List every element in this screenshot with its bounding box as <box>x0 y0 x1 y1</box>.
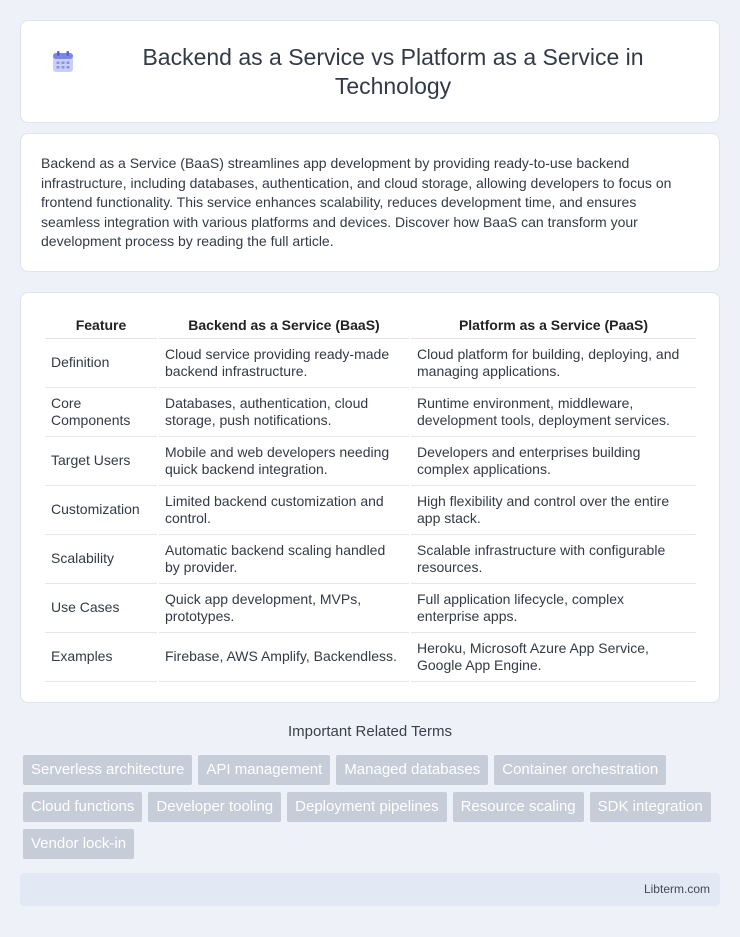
table-row <box>45 388 696 437</box>
row-paas: Developers and enterprises building complex applications. <box>411 437 696 486</box>
calendar-icon <box>50 49 76 75</box>
row-paas: Full application lifecycle, complex enterprise apps. <box>411 584 696 633</box>
row-feature: Definition <box>45 339 157 388</box>
table-row <box>45 535 696 584</box>
tag-sdk-integration[interactable]: SDK integration <box>590 792 711 822</box>
related-terms-title: Important Related Terms <box>288 723 452 740</box>
tag-resource-scaling[interactable]: Resource scaling <box>453 792 584 822</box>
table-row <box>45 339 696 388</box>
row-paas: Runtime environment, middleware, development tools, deployment services. <box>411 388 696 437</box>
row-feature: Target Users <box>45 437 157 486</box>
page-title: Backend as a Service vs Platform as a Service in Technology <box>142 43 644 99</box>
row-feature: Customization <box>45 486 157 535</box>
footer-link[interactable]: Libterm.com <box>643 882 710 896</box>
intro-card <box>20 133 720 272</box>
row-paas: Cloud platform for building, deploying, and managing applications. <box>411 339 696 388</box>
row-baas: Quick app development, MVPs, prototypes. <box>159 584 409 633</box>
tag-deployment-pipelines[interactable]: Deployment pipelines <box>287 792 446 822</box>
tag-container-orchestration[interactable]: Container orchestration <box>494 755 666 785</box>
tag-managed-databases[interactable]: Managed databases <box>336 755 488 785</box>
row-baas: Automatic backend scaling handled by provider. <box>159 535 409 584</box>
intro-text: Backend as a Service (BaaS) streamlines app development by providing ready-to-use backend infrastructure, including databases, authentication, and cloud storage, allowing developers to focus on frontend functionality. This service enhances scalability, reduces development time, and ensures seamless integration with various platforms and devices. Discover how BaaS can transform your development process by reading the full article. <box>41 155 672 249</box>
row-baas: Mobile and web developers needing quick backend integration. <box>159 437 409 486</box>
tag-developer-tooling[interactable]: Developer tooling <box>148 792 281 822</box>
footer <box>20 873 720 906</box>
comparison-table-card <box>20 292 720 703</box>
title-card <box>20 20 720 123</box>
table-row <box>45 584 696 633</box>
table-row <box>45 437 696 486</box>
row-baas: Databases, authentication, cloud storage, push notifications. <box>159 388 409 437</box>
header-baas: Backend as a Service (BaaS) <box>159 313 409 339</box>
table-header-row <box>45 313 696 339</box>
comparison-table <box>43 313 698 682</box>
tag-cloud-functions[interactable]: Cloud functions <box>23 792 142 822</box>
table-row <box>45 486 696 535</box>
row-paas: High flexibility and control over the entire app stack. <box>411 486 696 535</box>
row-feature: Use Cases <box>45 584 157 633</box>
related-terms-tags <box>23 755 723 866</box>
header-feature: Feature <box>45 313 157 339</box>
tag-api-management[interactable]: API management <box>198 755 330 785</box>
table-row <box>45 633 696 682</box>
title-wrap <box>50 43 690 101</box>
row-baas: Firebase, AWS Amplify, Backendless. <box>159 633 409 682</box>
row-feature: Core Components <box>45 388 157 437</box>
row-paas: Scalable infrastructure with configurable resources. <box>411 535 696 584</box>
row-feature: Scalability <box>45 535 157 584</box>
tag-vendor-lock-in[interactable]: Vendor lock-in <box>23 829 134 859</box>
row-feature: Examples <box>45 633 157 682</box>
row-baas: Cloud service providing ready-made backend infrastructure. <box>159 339 409 388</box>
row-baas: Limited backend customization and control. <box>159 486 409 535</box>
tag-serverless-architecture[interactable]: Serverless architecture <box>23 755 192 785</box>
row-paas: Heroku, Microsoft Azure App Service, Google App Engine. <box>411 633 696 682</box>
header-paas: Platform as a Service (PaaS) <box>411 313 696 339</box>
